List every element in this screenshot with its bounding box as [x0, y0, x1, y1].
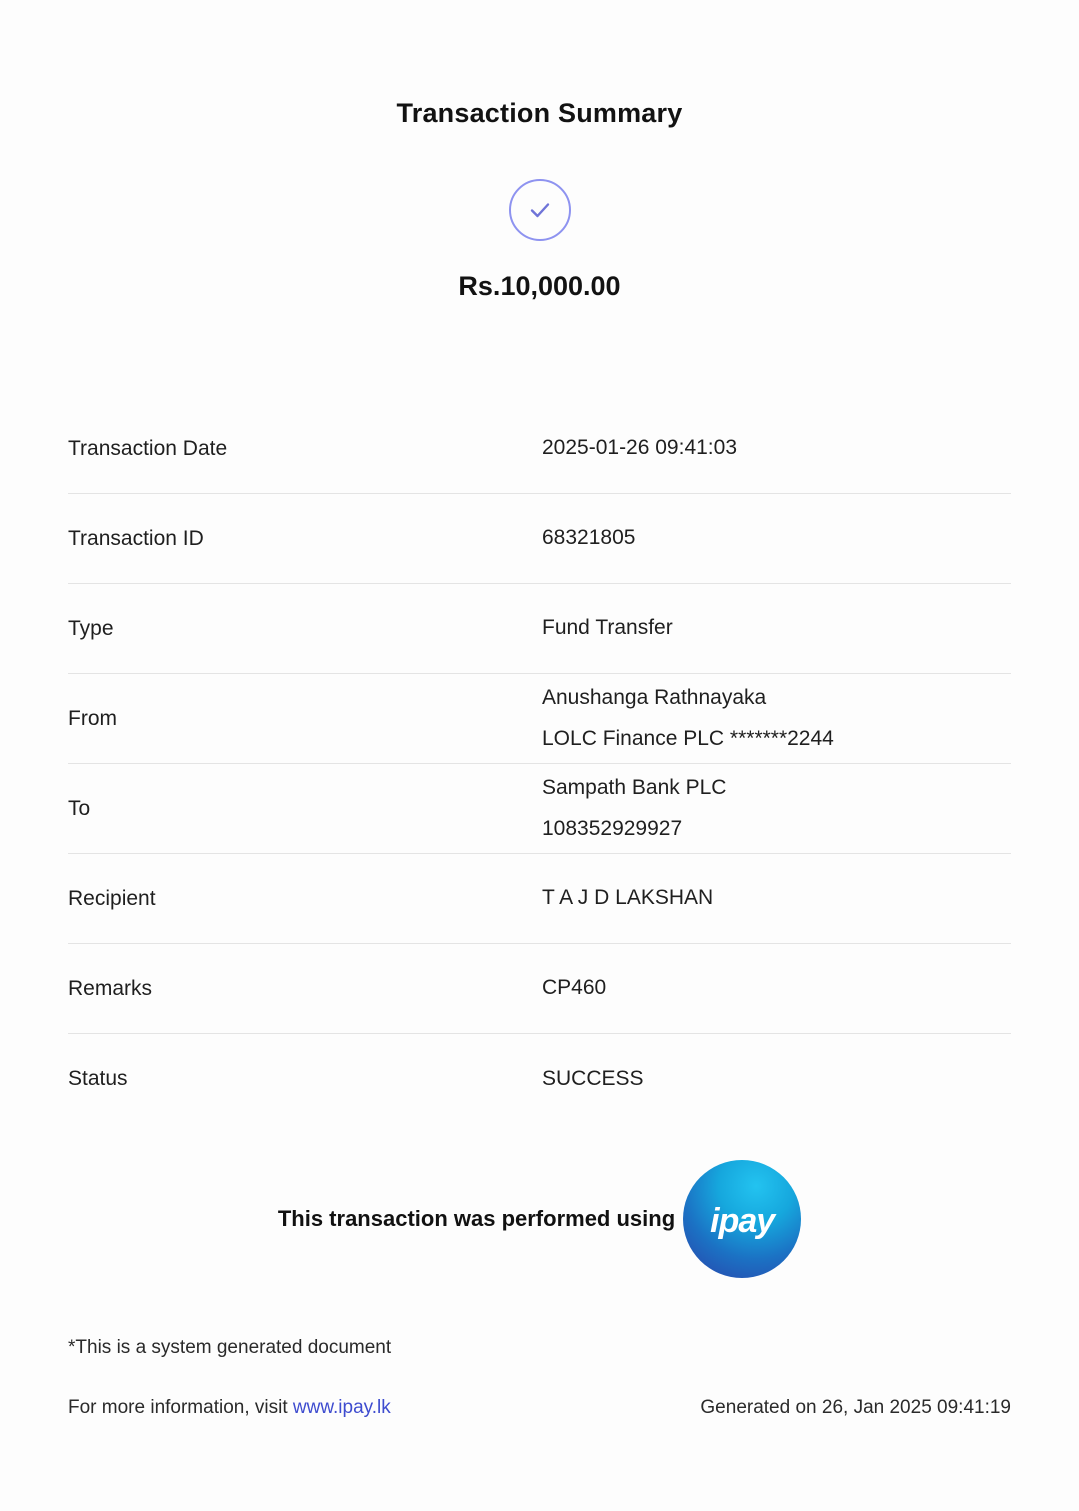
table-row [68, 854, 1011, 944]
row-value [542, 522, 635, 555]
row-value-line1: Anushanga Rathnayaka [542, 685, 767, 709]
row-value-line1: 68321805 [542, 526, 636, 550]
system-generated-note: *This is a system generated document [68, 1337, 392, 1358]
row-value-line1: Sampath Bank PLC [542, 775, 727, 799]
table-row [68, 674, 1011, 764]
status-icon-wrapper [0, 179, 1079, 241]
table-row [68, 494, 1011, 584]
table-row [68, 944, 1011, 1034]
more-information-text [68, 1397, 391, 1419]
row-value [542, 682, 834, 755]
ipay-logo-icon [683, 1160, 801, 1278]
row-label: From [68, 706, 117, 730]
document-footer [68, 1337, 1011, 1419]
row-value-line1: Fund Transfer [542, 616, 673, 640]
status-badge [542, 1063, 644, 1096]
row-label: To [68, 796, 91, 820]
table-row [68, 584, 1011, 674]
row-value [542, 772, 726, 845]
table-row [68, 1034, 1011, 1124]
row-label: Remarks [68, 976, 153, 1000]
performed-using-text: This transaction was performed using [277, 1206, 676, 1231]
generated-on-text: Generated on 26, Jan 2025 09:41:19 [700, 1397, 1011, 1418]
performed-using-banner [0, 1160, 1079, 1278]
row-value [542, 882, 713, 915]
footer-info-row [68, 1397, 1011, 1419]
ipay-logo-word: ipay [710, 1201, 775, 1240]
transaction-details-table [68, 404, 1011, 1124]
row-value-line1: CP460 [542, 976, 607, 1000]
row-value-line1: T A J D LAKSHAN [542, 886, 714, 910]
row-value [542, 612, 673, 645]
ipay-website-link[interactable]: www.ipay.lk [292, 1397, 391, 1418]
transaction-amount: Rs.10,000.00 [458, 271, 621, 301]
table-row [68, 764, 1011, 854]
row-label: Recipient [68, 886, 156, 910]
table-row [68, 404, 1011, 494]
row-label: Transaction Date [68, 436, 228, 460]
row-label: Type [68, 616, 114, 640]
row-value [542, 972, 606, 1005]
row-label: Transaction ID [68, 526, 204, 550]
row-value-line2: 108352929927 [542, 816, 683, 840]
row-value-line1: SUCCESS [542, 1066, 644, 1090]
row-label: Status [68, 1067, 128, 1090]
check-circle-icon [509, 179, 571, 241]
row-value-line2: LOLC Finance PLC *******2244 [542, 726, 834, 750]
row-value [542, 432, 737, 465]
row-value-line1: 2025-01-26 09:41:03 [542, 436, 737, 460]
page-title: Transaction Summary [396, 98, 683, 128]
more-information-prefix: For more information, visit [68, 1397, 293, 1418]
